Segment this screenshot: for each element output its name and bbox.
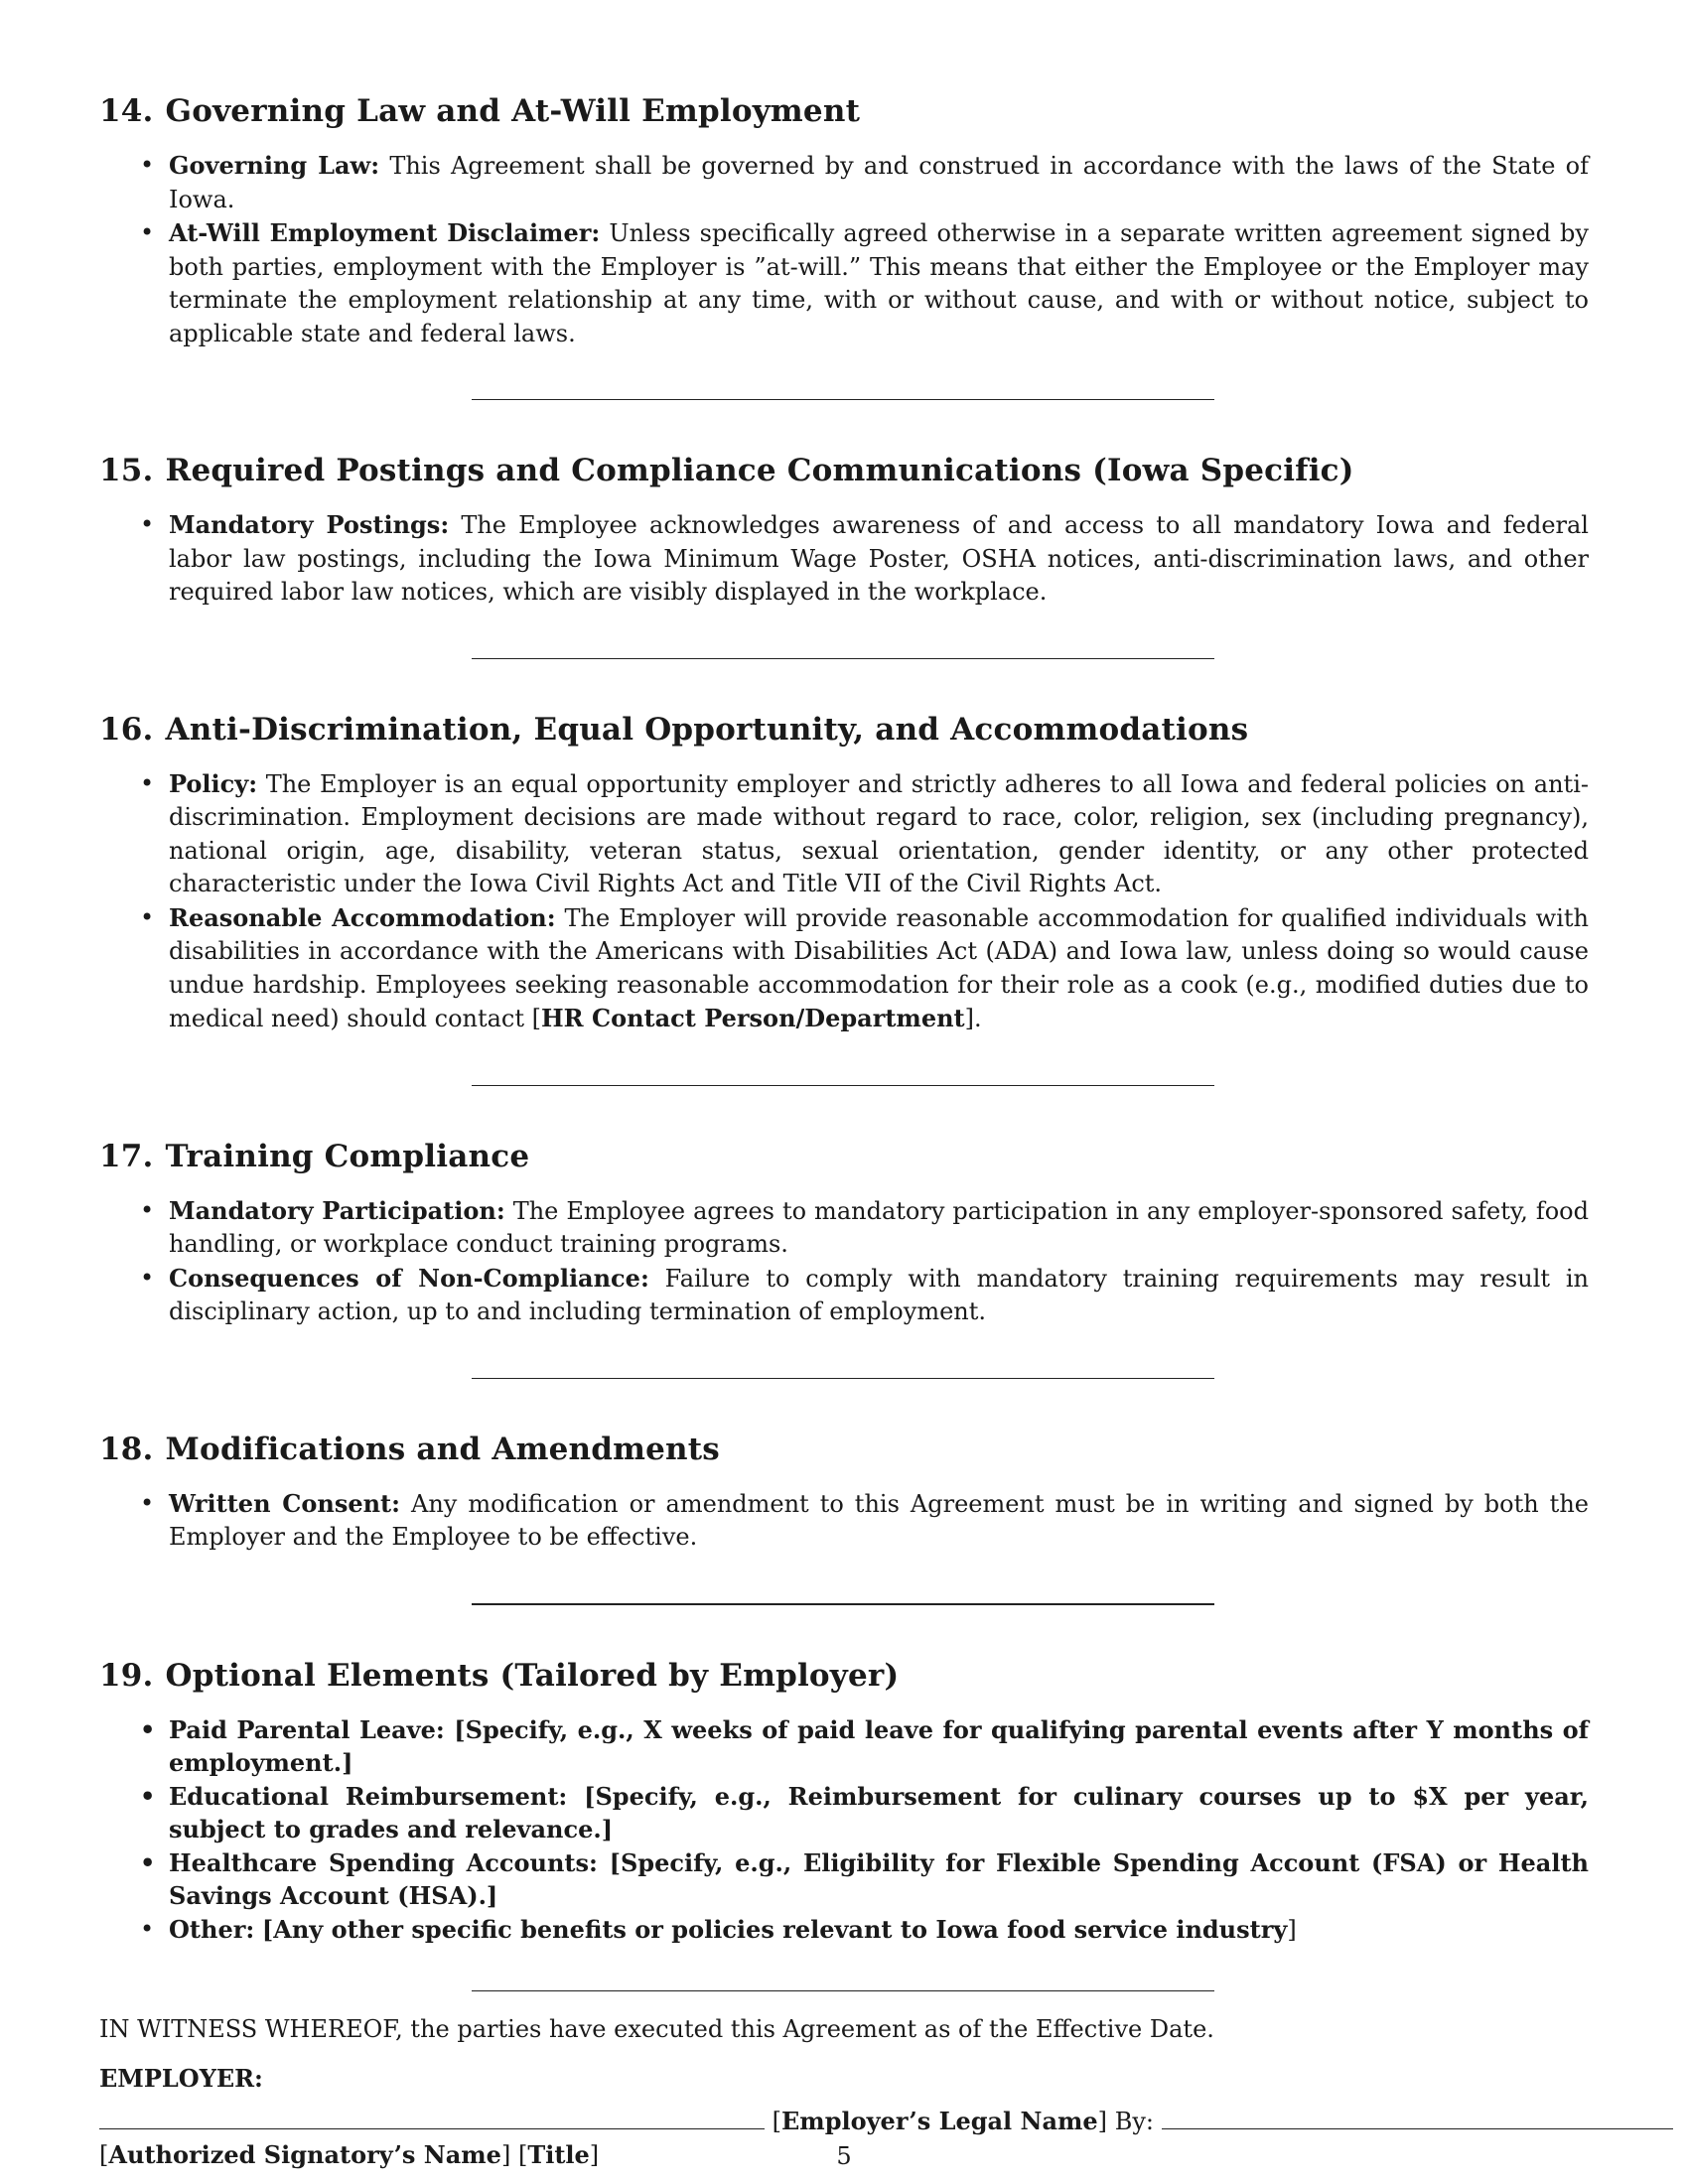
item-text: [Any other specific benefits or policies relevant to Iowa food service industry (261, 1914, 1288, 1944)
employer-label: EMPLOYER: (99, 2064, 263, 2093)
section-items (99, 508, 1589, 610)
item-label: Mandatory Participation: (169, 1195, 505, 1225)
item-tail: ]. (964, 1005, 982, 1032)
employer-legal-name: Employer’s Legal Name (781, 2107, 1098, 2135)
section-17 (99, 1137, 1589, 1329)
bracket: ] (589, 2141, 600, 2169)
section-15 (99, 451, 1589, 610)
item-label: Mandatory Postings: (169, 510, 450, 539)
item-text: [Specify, e.g., Eligibility for Flexible Spending Account (FSA) or Health Savings Account (HSA).] (169, 1847, 1589, 1910)
item-label: Written Consent: (169, 1488, 400, 1518)
section-heading (99, 710, 1589, 750)
section-items (99, 1713, 1589, 1948)
section-items (99, 149, 1589, 350)
section-title: Optional Elements (Tailored by Employer) (165, 1657, 900, 1694)
item-text: The Employer is an equal opportunity employer and strictly adheres to all Iowa and federal policies on anti-discrimination. Employment decisions are made without regard to race, color, religion, sex (including pregnancy), national origin, age, disability, veteran status, sexual orientation, gender identity, or any other protected characteristic under the Iowa Civil Rights Act and Title VII of the Civil Rights Act. (169, 769, 1589, 897)
section-divider (472, 1990, 1214, 1991)
item-label: Healthcare Spending Accounts: (169, 1847, 598, 1877)
section-title: Required Postings and Compliance Communications (Iowa Specific) (165, 453, 1354, 488)
item-text: The Employer will provide reasonable accommodation for qualified individuals with disabilities in accordance with the Americans with Disabilities Act (ADA) and Iowa law, unless doing so would cause undue hardship. Employees seeking reasonable accommodation for their role as a cook (e.g., modified duties due to medical need) should contact [ (169, 903, 1589, 1032)
list-item (169, 1194, 1589, 1262)
item-text: The Employee acknowledges awareness of and access to all mandatory Iowa and federal labor law postings, including the Iowa Minimum Wage Poster, OSHA notices, anti-discrimination laws, and other required labor law notices, which are visibly displayed in the workplace. (169, 511, 1589, 606)
list-item (169, 901, 1589, 1036)
section-divider (472, 399, 1214, 400)
section-16 (99, 710, 1589, 1036)
section-heading (99, 1430, 1589, 1469)
bracket: ] (500, 2141, 511, 2169)
section-title: Anti-Discrimination, Equal Opportunity, and Accommodations (165, 711, 1249, 748)
document-page (99, 91, 1589, 2172)
section-title: Modifications and Amendments (165, 1431, 720, 1467)
signatory-name: Authorized Signatory’s Name (108, 2140, 501, 2169)
section-divider (472, 1085, 1214, 1086)
signatory-title: Title (527, 2140, 590, 2169)
section-divider (472, 1378, 1214, 1379)
item-label: Governing Law: (169, 151, 380, 180)
item-label: Reasonable Accommodation: (169, 902, 556, 932)
page-number: 5 (836, 2142, 852, 2170)
item-text: [Specify, e.g., Reimbursement for culinary courses up to $X per year, subject to grades and relevance.] (169, 1781, 1590, 1843)
section-items (99, 767, 1589, 1036)
hr-contact-placeholder: HR Contact Person/Department (541, 1004, 965, 1032)
section-19 (99, 1656, 1589, 1948)
section-divider (472, 1603, 1214, 1605)
item-tail: ] (1287, 1915, 1297, 1944)
item-text: [Specify, e.g., X weeks of paid leave for qualifying parental events after Y months of employment.] (169, 1714, 1590, 1777)
section-heading (99, 1656, 1589, 1696)
item-text: Failure to comply with mandatory training requirements may result in disciplinary action, up to and including termination of employment. (169, 1264, 1589, 1325)
bracket: [ (517, 2141, 528, 2169)
signature-line[interactable] (99, 2107, 765, 2129)
section-items (99, 1487, 1589, 1555)
list-item (169, 767, 1589, 901)
section-number: 15. (99, 453, 154, 488)
list-item (169, 1846, 1589, 1913)
section-number: 17. (99, 1138, 154, 1174)
section-title: Training Compliance (165, 1138, 530, 1174)
list-item (169, 216, 1589, 350)
item-label: Policy: (169, 768, 258, 798)
bracket: [ (772, 2108, 782, 2135)
item-label: Educational Reimbursement: (169, 1781, 568, 1811)
by-label: By: (1114, 2108, 1154, 2135)
item-text: Unless specifically agreed otherwise in a separate written agreement signed by both parties, employment with the Employer is ”at-will.” This means that either the Employee or the Employer may terminate the employment relationship at any time, with or without cause, and with or without notice, subject to applicable state and federal laws. (169, 219, 1589, 347)
section-14 (99, 91, 1589, 350)
section-number: 16. (99, 711, 154, 748)
section-number: 18. (99, 1431, 154, 1467)
list-item (169, 1713, 1589, 1780)
section-18 (99, 1430, 1589, 1555)
list-item (169, 1487, 1589, 1555)
item-label: Paid Parental Leave: (169, 1714, 445, 1744)
item-text: This Agreement shall be governed by and construed in accordance with the laws of the State of Iowa. (169, 152, 1589, 213)
witness-statement: IN WITNESS WHEREOF, the parties have executed this Agreement as of the Effective Date. (99, 2015, 1214, 2043)
bracket: ] (1097, 2108, 1108, 2135)
item-text: The Employee agrees to mandatory participation in any employer-sponsored safety, food handling, or workplace conduct training programs. (169, 1196, 1589, 1258)
section-number: 19. (99, 1657, 154, 1694)
item-text: Any modification or amendment to this Agreement must be in writing and signed by both the Employer and the Employee to be effective. (169, 1489, 1589, 1551)
item-label: Consequences of Non-Compliance: (169, 1263, 649, 1293)
section-heading (99, 1137, 1589, 1176)
item-label: At-Will Employment Disclaimer: (169, 218, 601, 247)
section-heading (99, 451, 1589, 490)
list-item (169, 1262, 1589, 1329)
by-signature-line[interactable] (1162, 2107, 1673, 2129)
employer-signature-line (99, 2105, 1589, 2138)
section-items (99, 1194, 1589, 1329)
item-label: Other: (169, 1914, 255, 1944)
section-number: 14. (99, 93, 154, 129)
list-item (169, 1780, 1589, 1846)
section-title: Governing Law and At-Will Employment (165, 93, 861, 129)
list-item (169, 149, 1589, 216)
bracket: [ (99, 2141, 109, 2169)
section-heading (99, 91, 1589, 131)
list-item (169, 1913, 1589, 1948)
section-divider (472, 658, 1214, 659)
list-item (169, 508, 1589, 610)
